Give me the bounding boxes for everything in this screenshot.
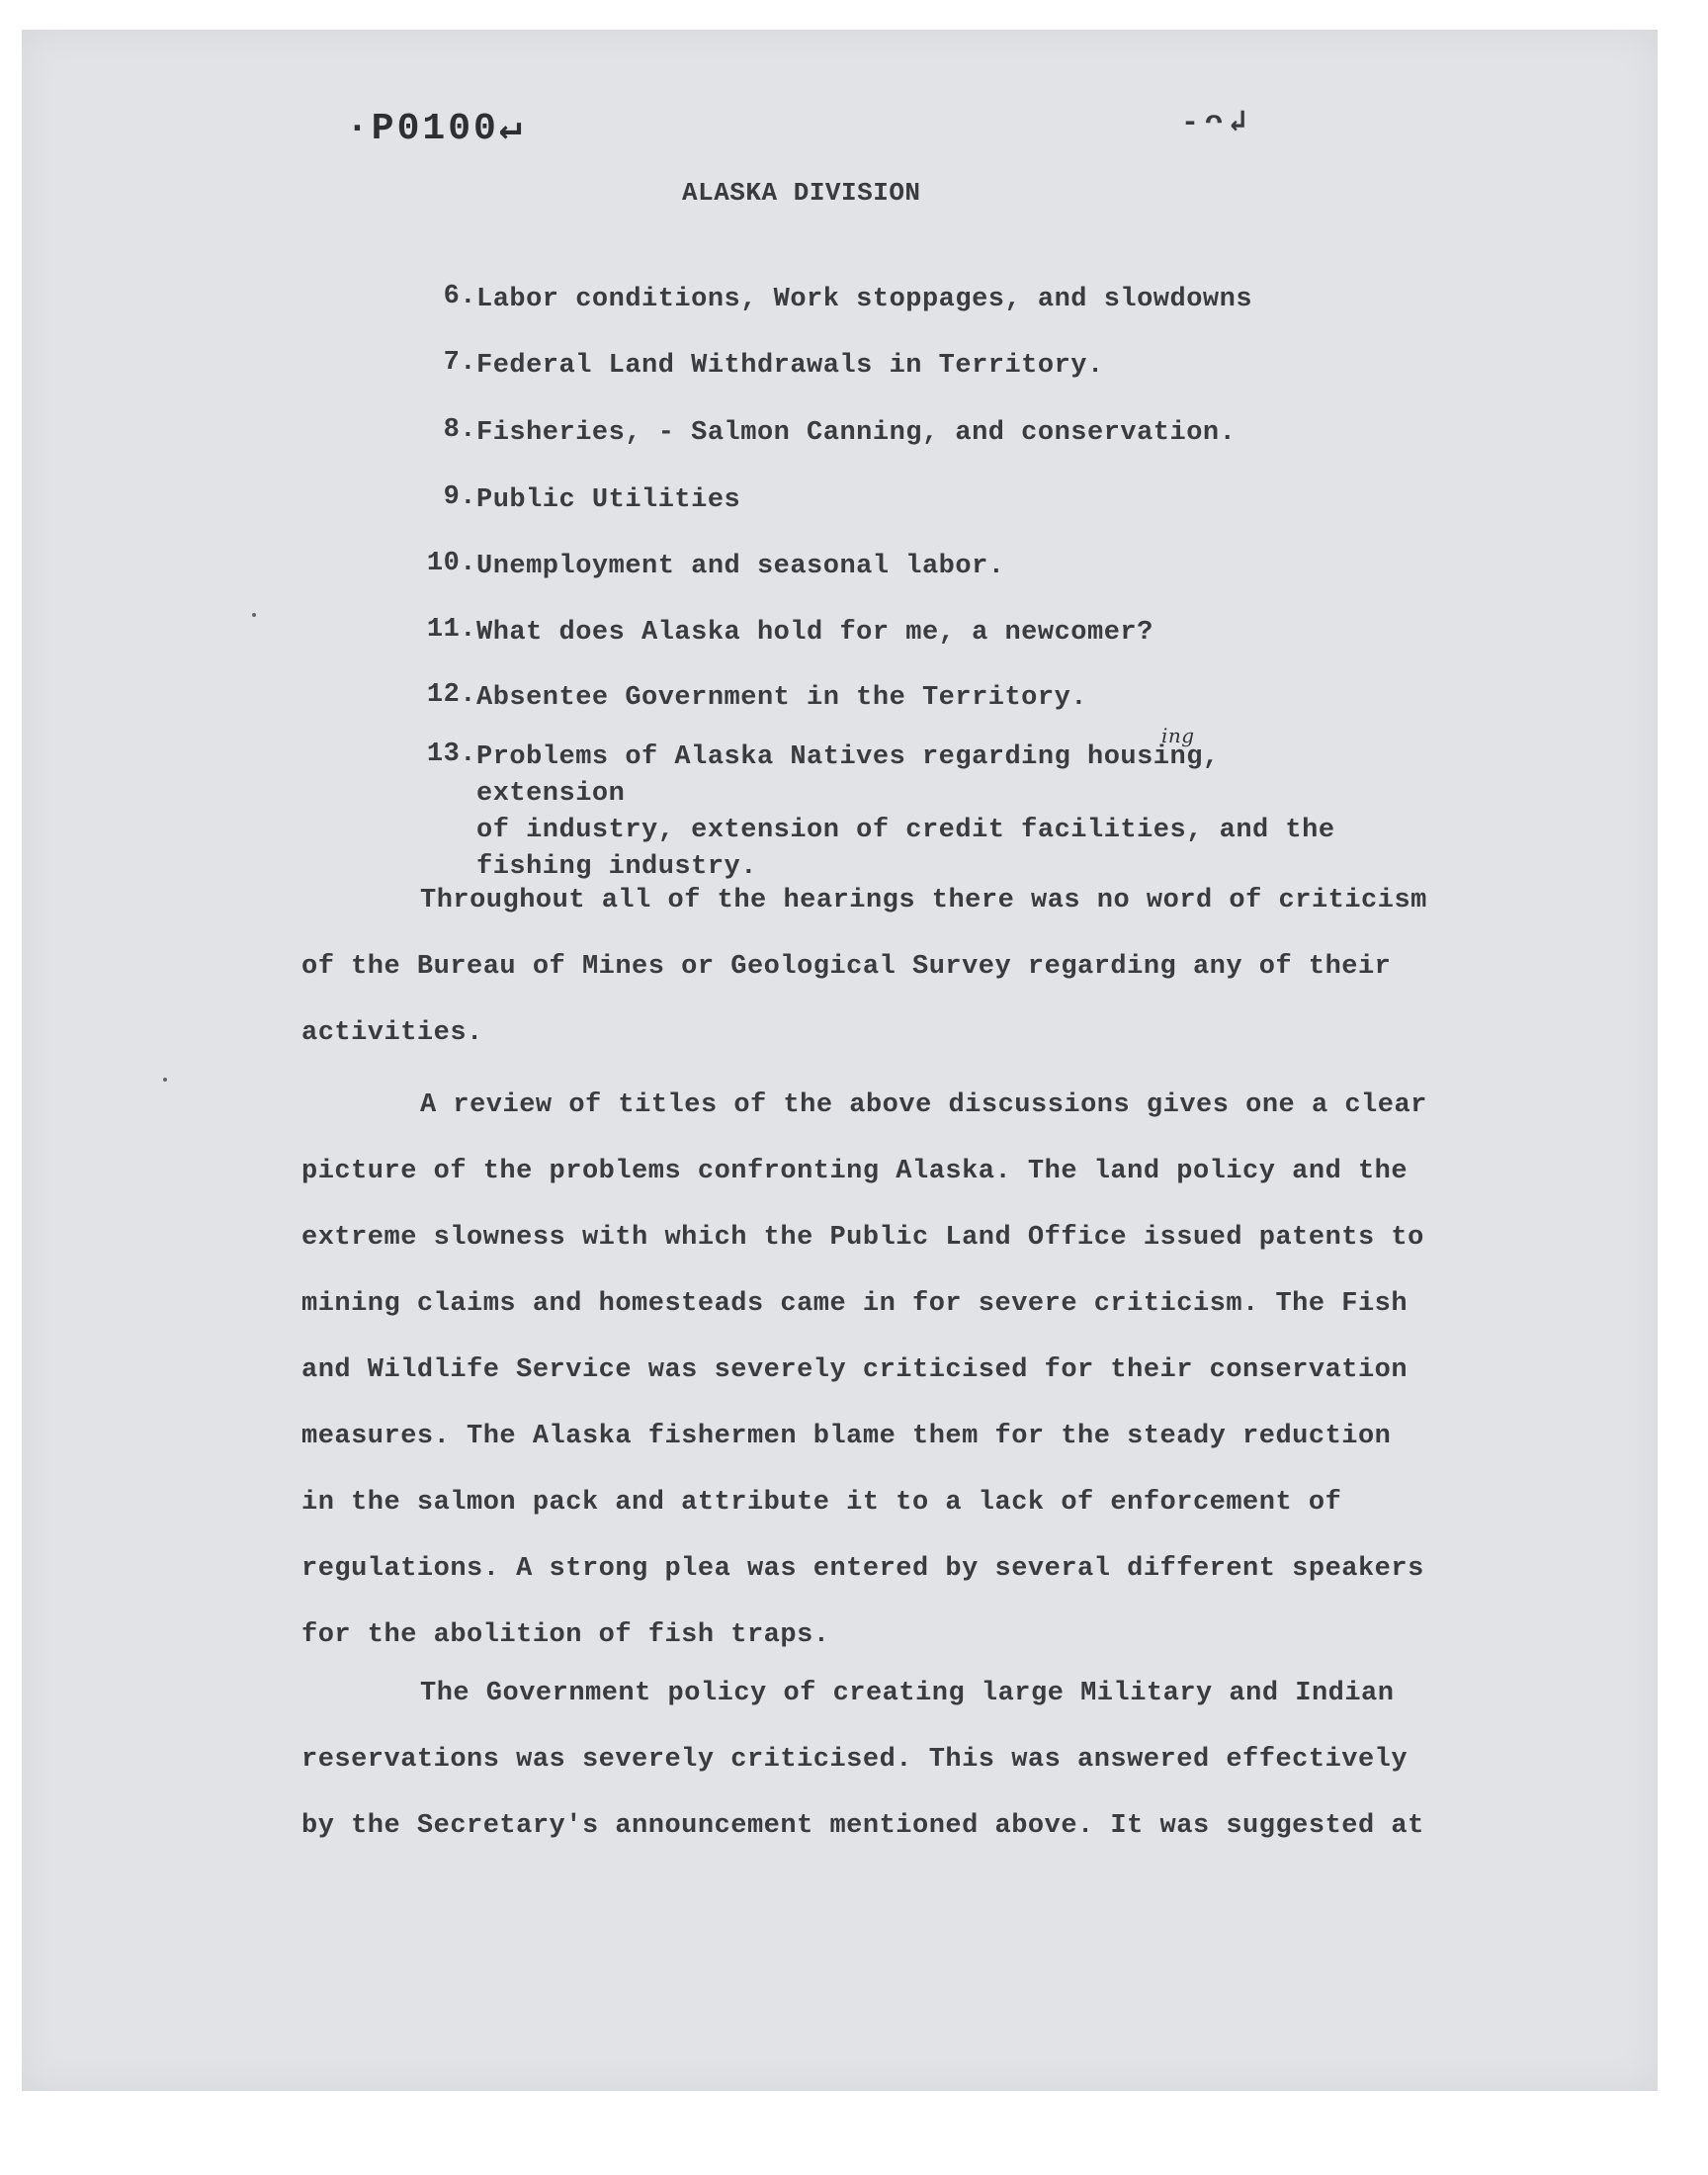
page-title: ALASKA DIVISION (682, 178, 921, 208)
paragraph-line: extreme slowness with which the Public Land Office issued patents to (301, 1223, 1424, 1253)
list-item-line: fishing industry. (476, 852, 757, 882)
paragraph-line: mining claims and homesteads came in for severe criticism. The Fish (301, 1289, 1409, 1319)
paragraph-line: measures. The Alaska fishermen blame them for the steady reduction (301, 1422, 1392, 1451)
list-item (395, 282, 1384, 318)
list-item (395, 680, 1384, 717)
paragraph-line: of the Bureau of Mines or Geological Survey regarding any of their (301, 952, 1392, 982)
list-item-number: 9. (443, 482, 476, 512)
paragraph-line: A review of titles of the above discussions gives one a clear (420, 1090, 1427, 1120)
list-item-number: 13. (426, 740, 476, 769)
document-stamp: ·P0100↵ (346, 108, 525, 150)
scan-speck (163, 1078, 167, 1082)
list-item-text: Federal Land Withdrawals in Territory. (476, 351, 1104, 381)
list-item-text: What does Alaska hold for me, a newcomer? (476, 618, 1153, 648)
list-item-text: Public Utilities (476, 485, 741, 515)
paragraph (301, 1073, 1468, 1669)
list-item-text: Fisheries, - Salmon Canning, and conservation. (476, 418, 1237, 448)
list-item-text (476, 740, 1346, 886)
list-item-line: Problems of Alaska Natives regarding housing, extension (476, 742, 1220, 809)
paragraph-line: in the salmon pack and attribute it to a lack of enforcement of (301, 1488, 1342, 1518)
list-item-number: 8. (443, 415, 476, 445)
list-item (395, 615, 1384, 652)
handwritten-insertion: ing (1161, 724, 1195, 747)
list-item (395, 482, 1384, 519)
paragraph (301, 868, 1468, 1067)
list-item (395, 740, 1384, 886)
paragraph-line: Throughout all of the hearings there was no word of criticism (420, 886, 1427, 915)
paragraph-line: regulations. A strong plea was entered by several different speakers (301, 1554, 1424, 1584)
list-item-text: Unemployment and seasonal labor. (476, 552, 1005, 581)
list-item-number: 6. (443, 282, 476, 311)
page-corner-mark: -ᴖ↲ (1181, 107, 1253, 140)
list-item-number: 12. (426, 680, 476, 710)
list-item-text: Absentee Government in the Territory. (476, 683, 1087, 713)
list-item-line: of industry, extension of credit facilities, and the (476, 816, 1335, 845)
paragraph-line: picture of the problems confronting Alaska. The land policy and the (301, 1157, 1409, 1186)
list-item-number: 10. (426, 549, 476, 578)
paragraph-line: reservations was severely criticised. This was answered effectively (301, 1745, 1409, 1775)
paragraph-line: for the abolition of fish traps. (301, 1620, 830, 1650)
list-item-number: 11. (426, 615, 476, 645)
list-item (395, 415, 1384, 452)
paragraph (301, 1661, 1468, 1860)
paragraph-line: The Government policy of creating large Military and Indian (420, 1679, 1395, 1708)
list-item (395, 549, 1384, 585)
paragraph-line: by the Secretary's announcement mentioned above. It was suggested at (301, 1811, 1424, 1841)
paragraph-line: activities. (301, 1018, 483, 1048)
list-item-number: 7. (443, 348, 476, 378)
list-item-text: Labor conditions, Work stoppages, and slowdowns (476, 285, 1253, 314)
list-item (395, 348, 1384, 385)
paragraph-line: and Wildlife Service was severely criticised for their conservation (301, 1355, 1409, 1385)
scan-speck (252, 613, 256, 617)
